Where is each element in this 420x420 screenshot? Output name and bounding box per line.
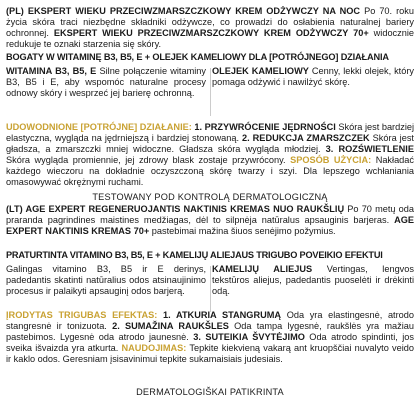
pl-proven-label: UDOWODNIONE [POTRÓJNE] DZIAŁANIE: [6,122,192,132]
lt-usage-label: NAUDOJIMAS: [121,343,187,354]
lt-camellia-title: KAMELIJŲ ALIEJUS [212,264,313,274]
lt-camellia-column [212,264,414,297]
pl-proven-3-text: Skóra wygląda promiennie, jej zdrowy blask zostaje przywrócony. [6,155,286,166]
lt-vitamin-text: padedantis skatinti natūralius odos atsinaujinimo procesus ir palaikyti apsauginį odos barjerą. [6,275,206,297]
lt-proven-block [6,310,414,365]
lt-proven-3-title: 3. SUTEIKIA ŠVYTĖJIMO [193,332,305,343]
lt-camellia-text: Vertingas, lengvos tekstūros aliejus, padedantis puoselėti ir drėkinti odą. [212,264,414,297]
pl-bogaty-line: BOGATY W WITAMINĘ B3, B5, E + OLEJEK KAMELIOWY DLA [POTRÓJNEGO] DZIAŁANIA [6,52,389,62]
lt-intro-bold: AGE EXPERT NAKTINIS KREMAS 70+ [6,215,414,237]
lt-heading: (LT) AGE EXPERT REGENERUOJANTIS NAKTINIS KREMAS NUO RAUKŠLIŲ [6,204,345,214]
pl-usage-label: SPOSÓB UŻYCIA: [290,155,372,166]
lt-vitamin-column [6,264,206,297]
pl-vitamin-title: WITAMINA B3, B5, E [6,66,97,76]
pl-intro-tail: widocznie redukuje te oznaki starzenia się skóry. [6,28,414,50]
pl-camellia-title: OLEJEK KAMELIOWY [212,66,309,76]
pl-tested-line: TESTOWANY POD KONTROLĄ DERMATOLOGICZNĄ [92,192,328,202]
lt-praturtinta-line: PRATURTINTA VITAMINO B3, B5, E + KAMELIJŲ ALIEJAUS TRIGUBO POVEIKIO EFEKTUI [6,250,383,260]
pl-proven-block [6,122,414,189]
pl-proven-1-text: Skóra jest bardziej elastyczna, wygląda na jędrniejszą i bardziej stonowaną. [6,122,415,144]
pl-intro-block [6,6,414,50]
lt-usage-text: Tepkite kiekvieną vakarą ant kruopščiai nuvalyto veido ir kaklo odos. Geresniam įsisavinimui tepkite sukamaisiais judesiais. [6,343,415,365]
pl-intro-bold: EKSPERT WIEKU PRZECIWZMARSZCZKOWY KREM ODŻYWCZY 70+ [53,28,369,39]
lt-column-divider [210,266,211,312]
pl-proven-2-title: 2. REDUKCJA ZMARSZCZEK [242,133,370,144]
pl-heading: (PL) EKSPERT WIEKU PRZECIWZMARSZCZKOWY KREM ODŻYWCZY NA NOC [6,6,361,16]
lt-intro-block [6,204,414,237]
pl-camellia-text: Cenny, lekki olejek, który pomaga odżywić i nawilżyć skórę. [212,66,415,88]
lt-intro-tail: pastebimai mažina šiuos senėjimo požymius. [151,226,336,237]
lt-intro: Po 70 metų oda praranda pagrindines maistines medžiagas, dėl to silpnėja natūralus apsauginis barjeras. [6,204,415,226]
pl-column-divider [210,68,211,116]
pl-vitamin-column [6,66,206,99]
lt-proven-2-title: 2. SUMAŽINA RAUKŠLES [112,321,229,332]
lt-proven-1-text: Oda yra elastingesnė, atrodo stangresnė ir tonizuota. [6,310,414,332]
lt-proven-2-text: Oda tampa lygesnė, raukšlės yra mažiau pastebimos. Lygesnė oda atrodo jaunesnė. [6,321,414,343]
lt-proven-label: ĮRODYTAS TRIGUBAS EFEKTAS: [6,310,158,320]
lt-proven-3-text: Oda atrodo spindinti, jos sveika išvaizda yra atkurta. [6,332,414,354]
pl-proven-1-title: 1. PRZYWRÓCENIE JĘDRNOŚCI [194,122,336,132]
pl-intro: Po 70. roku życia skóra traci niezbędne składniki odżywcze, co prowadzi do osłabienia naturalnej bariery ochronnej. [6,6,414,39]
lt-tested-line: DERMATOLOGIŠKAI PATIKRINTA [136,387,284,397]
pl-camellia-column [212,66,414,88]
pl-usage-text: Nakładać każdego wieczoru na dokładnie oczyszczoną skórę twarzy i szyi. Dla lepszego wchłaniania omasowywać okrężnymi ruchami. [6,155,414,188]
pl-proven-3-title: 3. ROZŚWIETLENIE [325,144,414,155]
pl-proven-2-text: Skóra jest gładsza, a zmarszczki mniej widoczne. Gładsza skóra wygląda młodziej. [6,133,414,155]
pl-vitamin-text: Silne połączenie witaminy B3, B5 i E, aby wspomóc naturalne procesy odnowy skóry i wesprzeć jej barierę ochronną. [6,66,206,99]
lt-proven-1-title: 1. ATKURIA STANGRUMĄ [163,310,282,320]
lt-vitamin-title: Galingas vitamino B3, B5 ir E derinys, [6,264,206,274]
